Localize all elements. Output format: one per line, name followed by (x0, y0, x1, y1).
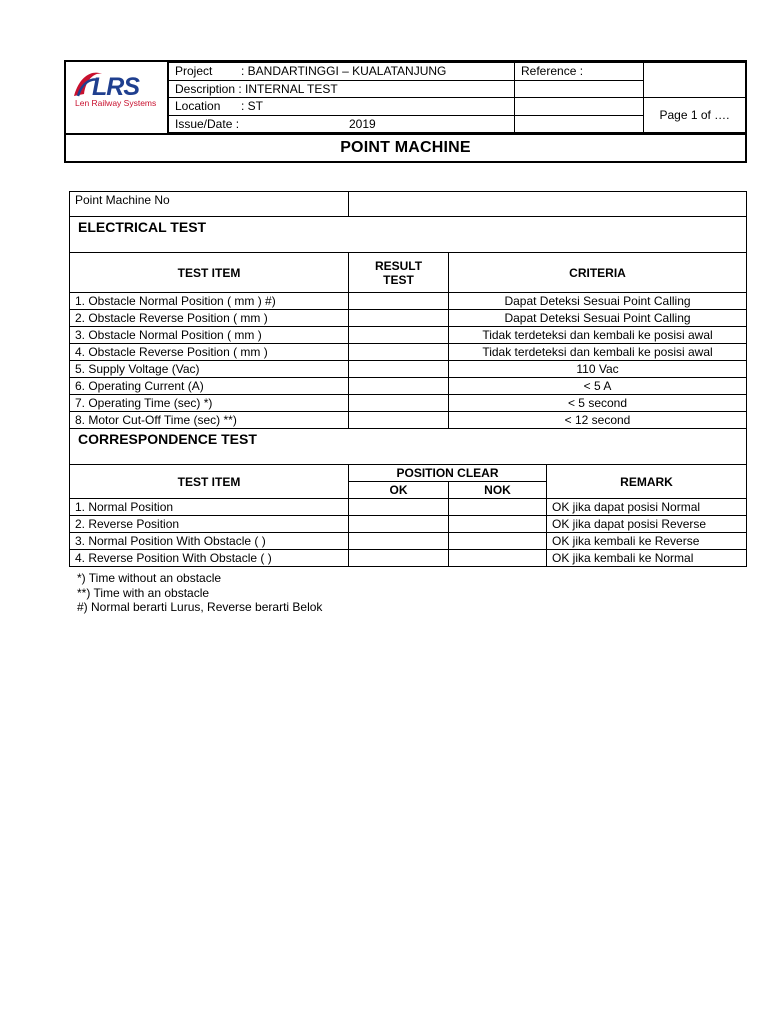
lrs-logo-icon (66, 62, 166, 133)
electrical-row (70, 378, 747, 395)
electrical-row (70, 327, 747, 344)
electrical-col-result (349, 253, 449, 293)
reference-cell-4 (515, 115, 644, 133)
electrical-row-criteria: < 5 second (449, 395, 747, 412)
header-meta-table (168, 62, 746, 133)
electrical-row-item: 6. Operating Current (A) (70, 378, 349, 395)
footnote: *) Time without an obstacle (77, 571, 222, 585)
electrical-row-item: 7. Operating Time (sec) *) (70, 395, 349, 412)
electrical-row-result[interactable] (349, 395, 449, 412)
electrical-row-criteria: Dapat Deteksi Sesuai Point Calling (449, 293, 747, 310)
electrical-row-result[interactable] (349, 310, 449, 327)
point-machine-no-label: Point Machine No (70, 192, 349, 217)
electrical-row-criteria: < 5 A (449, 378, 747, 395)
project-cell (169, 63, 515, 81)
electrical-row-item: 3. Obstacle Normal Position ( mm ) (70, 327, 349, 344)
document-title: POINT MACHINE (66, 133, 745, 161)
correspondence-row-ok[interactable] (349, 550, 449, 567)
test-form-table (69, 191, 747, 567)
correspondence-row-remark: OK jika kembali ke Normal (547, 550, 747, 567)
electrical-row (70, 310, 747, 327)
correspondence-row-nok[interactable] (449, 516, 547, 533)
page-number: Page 1 of …. (644, 98, 746, 133)
electrical-row-criteria: 110 Vac (449, 361, 747, 378)
header-empty-cell (644, 63, 746, 98)
description-label: Description (175, 81, 236, 96)
correspondence-row-ok[interactable] (349, 499, 449, 516)
issue-label: Issue/Date : (175, 116, 240, 131)
footnote: #) Normal berarti Lurus, Reverse berarti Belok (77, 600, 323, 614)
correspondence-row-remark: OK jika kembali ke Reverse (547, 533, 747, 550)
document-header (64, 60, 747, 163)
correspondence-row-ok[interactable] (349, 533, 449, 550)
electrical-row-item: 5. Supply Voltage (Vac) (70, 361, 349, 378)
electrical-row (70, 395, 747, 412)
correspondence-row-ok[interactable] (349, 516, 449, 533)
electrical-row-criteria: Dapat Deteksi Sesuai Point Calling (449, 310, 747, 327)
electrical-col-test-item: TEST ITEM (70, 253, 349, 293)
logo-wordmark: LRS (92, 73, 139, 101)
correspondence-row-item: 4. Reverse Position With Obstacle ( ) (70, 550, 349, 567)
project-label: Project (175, 64, 213, 79)
correspondence-row-remark: OK jika dapat posisi Normal (547, 499, 747, 516)
electrical-row-criteria: Tidak terdeteksi dan kembali ke posisi awal (449, 327, 747, 344)
correspondence-row (70, 516, 747, 533)
correspondence-row-item: 2. Reverse Position (70, 516, 349, 533)
electrical-row (70, 361, 747, 378)
correspondence-row-nok[interactable] (449, 533, 547, 550)
correspondence-test-title: CORRESPONDENCE TEST (70, 429, 747, 465)
company-logo (66, 62, 168, 133)
correspondence-col-ok: OK (349, 482, 449, 499)
electrical-row (70, 412, 747, 429)
footnote: **) Time with an obstacle (77, 585, 210, 600)
reference-cell-3 (515, 98, 644, 116)
issue-value: 2019 (349, 116, 376, 131)
electrical-row-result[interactable] (349, 412, 449, 429)
description-cell (169, 80, 515, 98)
electrical-row (70, 293, 747, 310)
reference-label: Reference : (515, 63, 644, 81)
electrical-row-result[interactable] (349, 344, 449, 361)
description-value: : INTERNAL TEST (238, 81, 338, 96)
correspondence-col-nok: NOK (449, 482, 547, 499)
electrical-row (70, 344, 747, 361)
project-value: : BANDARTINGGI – KUALATANJUNG (241, 64, 447, 79)
location-cell (169, 98, 515, 116)
correspondence-row-nok[interactable] (449, 499, 547, 516)
correspondence-row (70, 499, 747, 516)
correspondence-col-remark: REMARK (547, 465, 747, 499)
result-label-2: TEST (383, 272, 414, 287)
electrical-test-title: ELECTRICAL TEST (70, 217, 747, 253)
correspondence-row (70, 533, 747, 550)
correspondence-row-item: 3. Normal Position With Obstacle ( ) (70, 533, 349, 550)
electrical-row-result[interactable] (349, 327, 449, 344)
electrical-row-item: 1. Obstacle Normal Position ( mm ) #) (70, 293, 349, 310)
footnotes (77, 571, 322, 615)
electrical-row-item: 4. Obstacle Reverse Position ( mm ) (70, 344, 349, 361)
correspondence-row-item: 1. Normal Position (70, 499, 349, 516)
reference-cell-2 (515, 80, 644, 98)
correspondence-row-remark: OK jika dapat posisi Reverse (547, 516, 747, 533)
electrical-row-result[interactable] (349, 378, 449, 395)
electrical-row-item: 8. Motor Cut-Off Time (sec) **) (70, 412, 349, 429)
electrical-row-result[interactable] (349, 293, 449, 310)
location-value: : ST (241, 99, 264, 114)
correspondence-row-nok[interactable] (449, 550, 547, 567)
electrical-row-criteria: Tidak terdeteksi dan kembali ke posisi awal (449, 344, 747, 361)
result-label: RESULT (374, 258, 423, 273)
correspondence-col-test-item: TEST ITEM (70, 465, 349, 499)
electrical-row-criteria: < 12 second (449, 412, 747, 429)
electrical-col-criteria: CRITERIA (449, 253, 747, 293)
point-machine-no-field[interactable] (349, 192, 747, 217)
correspondence-col-position-clear: POSITION CLEAR (349, 465, 547, 482)
issue-cell (169, 115, 515, 133)
electrical-row-item: 2. Obstacle Reverse Position ( mm ) (70, 310, 349, 327)
correspondence-row (70, 550, 747, 567)
location-label: Location (175, 99, 221, 114)
electrical-row-result[interactable] (349, 361, 449, 378)
logo-caption: Len Railway Systems (75, 98, 157, 108)
